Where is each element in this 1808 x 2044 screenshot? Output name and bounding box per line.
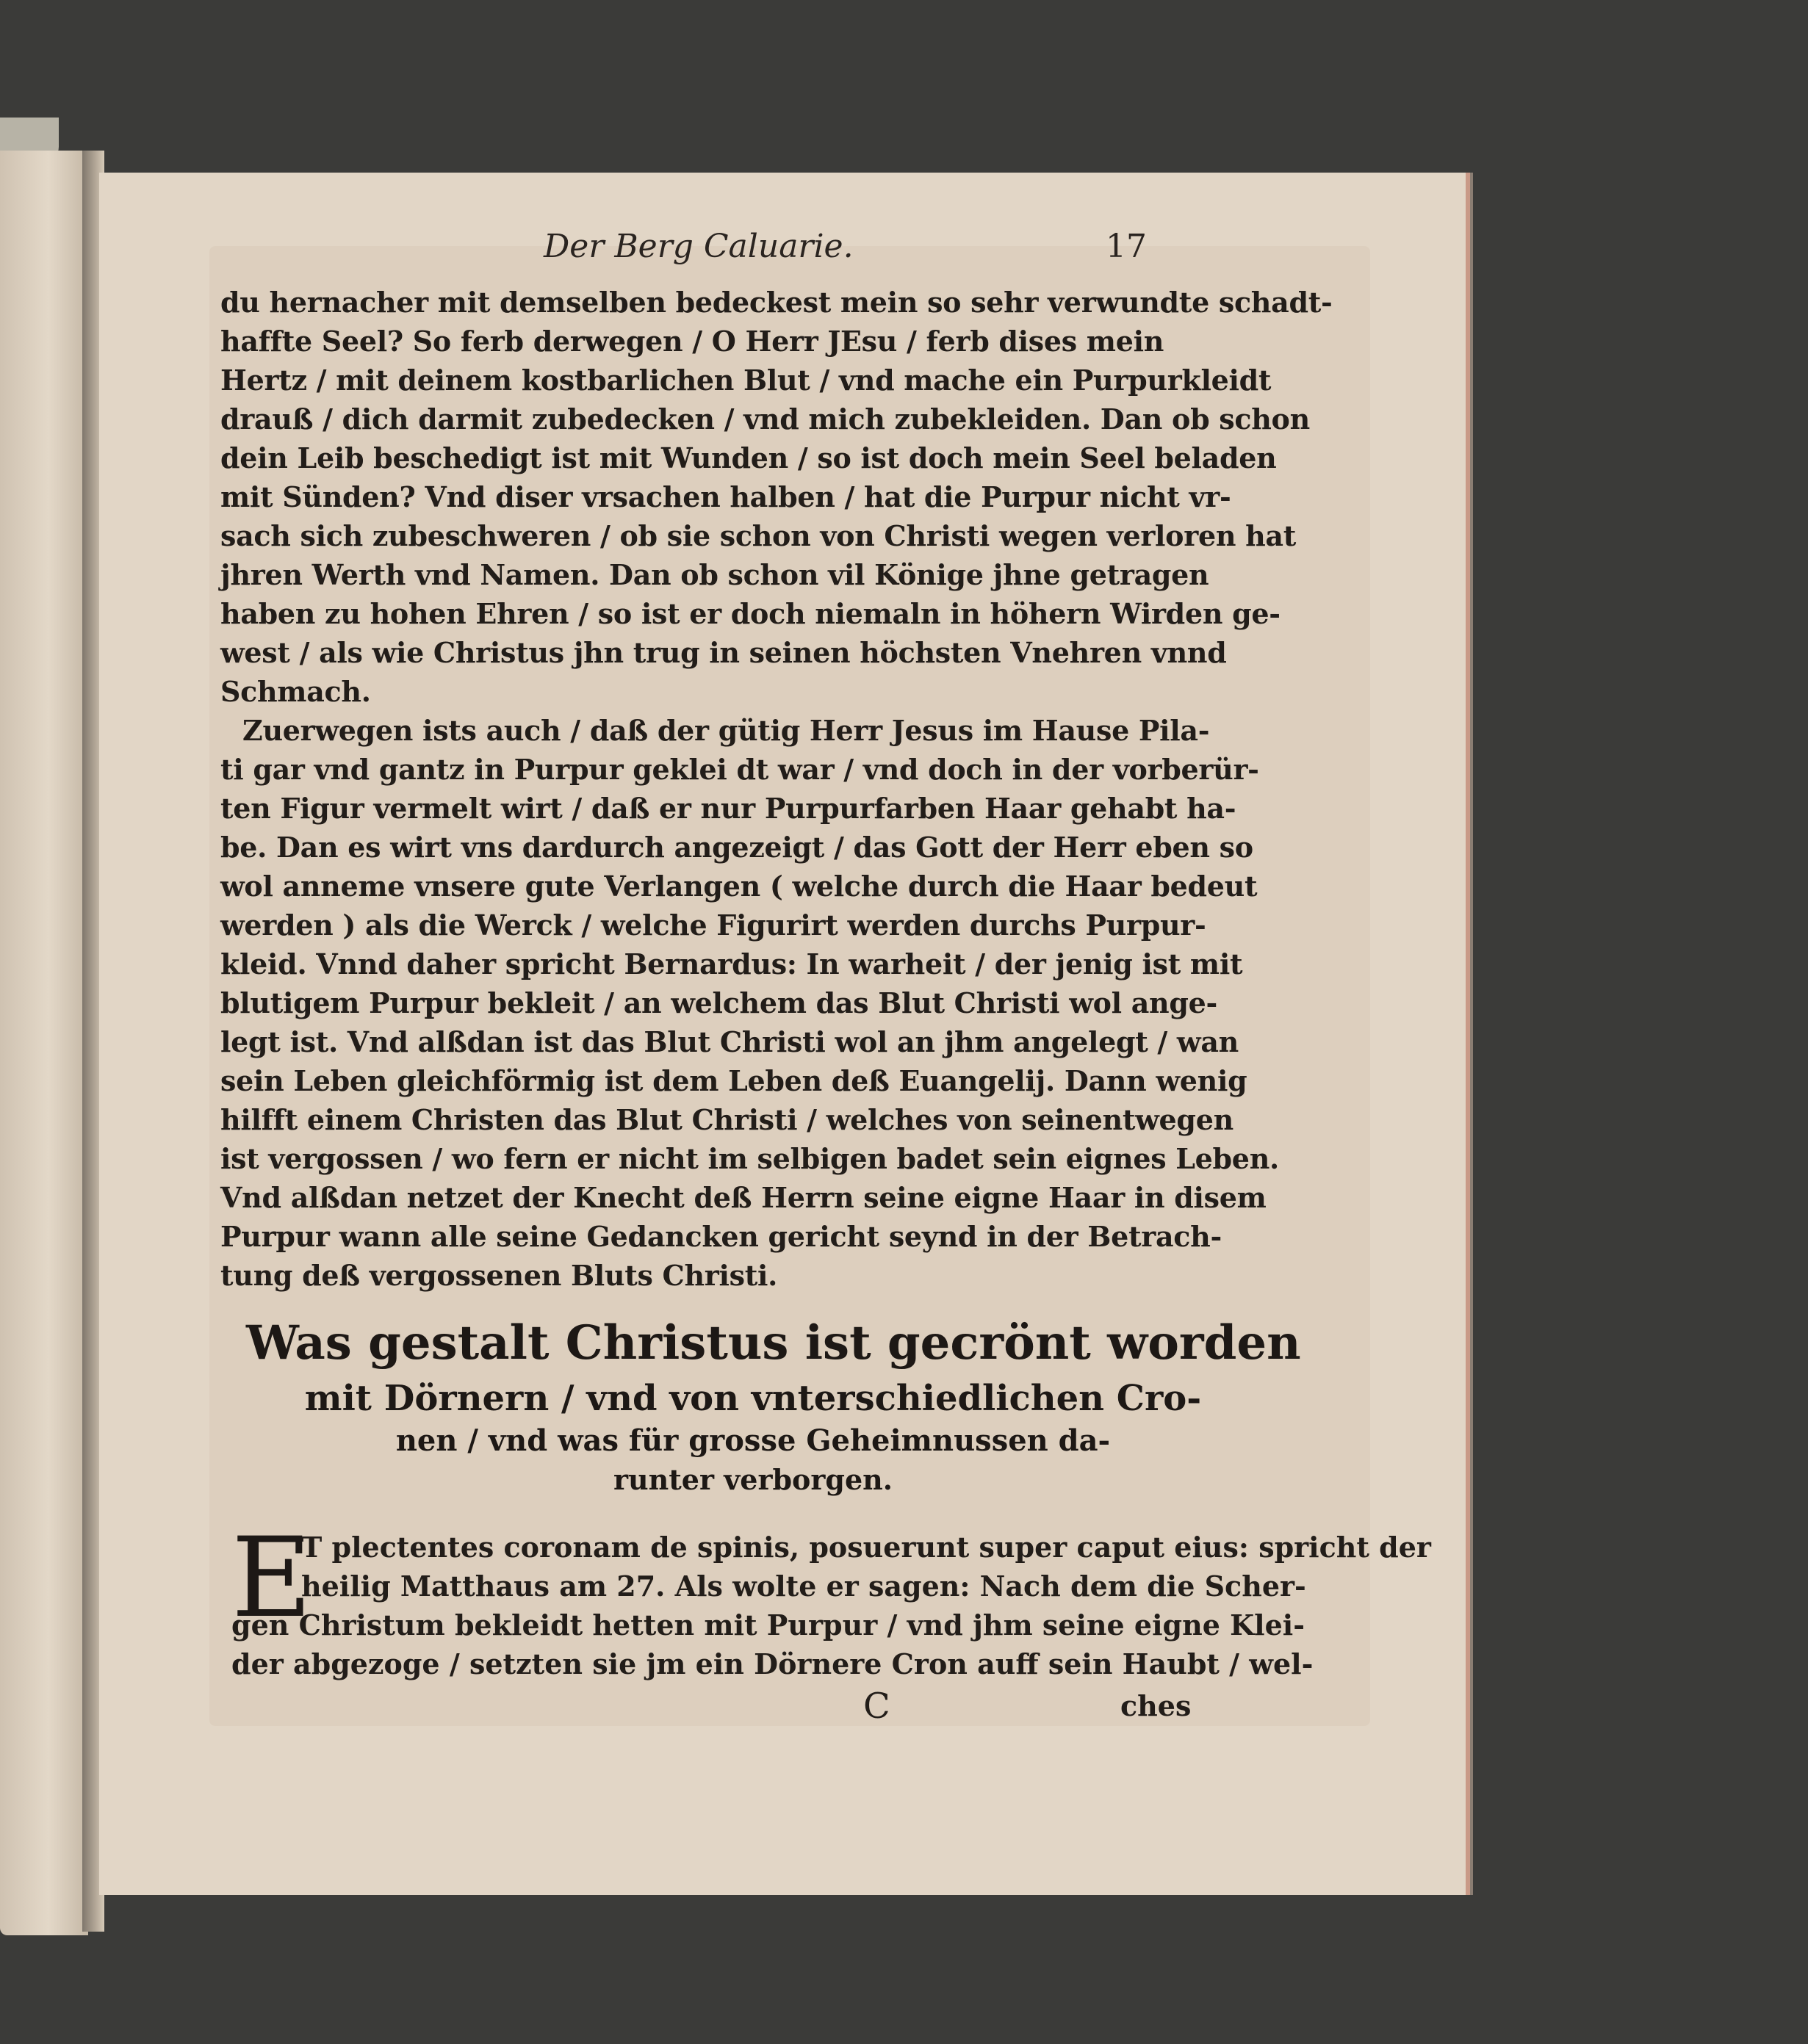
text-line: jhren Werth vnd Namen. Dan ob schon vil Könige jhne getragen (220, 558, 1209, 591)
text-line: dein Leib beschedigt ist mit Wunden / so ist doch mein Seel beladen (220, 441, 1277, 474)
text-line: sein Leben gleichförmig ist dem Leben deß Euangelij. Dann wenig (220, 1064, 1247, 1097)
body-text (220, 283, 1333, 1295)
text-line: ti gar vnd gantz in Purpur geklei dt war / vnd doch in der vorberür- (220, 753, 1259, 786)
text-line: wol anneme vnsere gute Verlangen ( welche durch die Haar bedeut (220, 870, 1258, 903)
text-line: gen Christum bekleidt hetten mit Purpur / vnd jhm seine eigne Klei- (231, 1608, 1305, 1642)
text-line: be. Dan es wirt vns dardurch angezeigt / das Gott der Herr eben so (220, 831, 1253, 864)
text-line: hilfft einem Christen das Blut Christi / welches von seinentwegen (220, 1103, 1233, 1136)
text-line: Zuerwegen ists auch / daß der gütig Herr Jesus im Hause Pila- (242, 714, 1210, 747)
heading-line: Was gestalt Christus ist gecrönt worden (246, 1315, 1301, 1371)
text-line: blutigem Purpur bekleit / an welchem das Blut Christi wol ange- (220, 986, 1217, 1019)
page-number: 17 (1106, 228, 1147, 265)
running-head-title: Der Berg Caluarie. (544, 228, 854, 265)
catchword: ches (1120, 1689, 1192, 1722)
text-line: werden ) als die Werck / welche Figurirt werden durchs Purpur- (220, 909, 1206, 942)
text-line: sach sich zubeschweren / ob sie schon von Christi wegen verloren hat (220, 519, 1296, 552)
text-line: haffte Seel? So ferb derwegen / O Herr JEsu / ferb dises mein (220, 325, 1164, 358)
text-line: kleid. Vnnd daher spricht Bernardus: In warheit / der jenig ist mit (220, 947, 1243, 981)
text-line: Purpur wann alle seine Gedancken gericht seynd in der Betrach- (220, 1220, 1222, 1253)
text-line: Schmach. (220, 675, 371, 708)
text-line: heilig Matthaus am 27. Als wolte er sagen: Nach dem die Scher- (301, 1570, 1306, 1603)
text-line: drauß / dich darmit zubedecken / vnd mich zubekleiden. Dan ob schon (220, 402, 1310, 436)
text-line: tung deß vergossenen Bluts Christi. (220, 1259, 778, 1292)
text-line: mit Sünden? Vnd diser vrsachen halben / hat die Purpur nicht vr- (220, 480, 1231, 513)
text-line: west / als wie Christus jhn trug in seinen höchsten Vnehren vnnd (220, 636, 1227, 669)
signature-mark: C (863, 1686, 890, 1727)
heading-line: runter verborgen. (613, 1463, 893, 1496)
text-line: du hernacher mit demselben bedeckest mein so sehr verwundte schadt- (220, 286, 1333, 319)
text-line: ten Figur vermelt wirt / daß er nur Purpurfarben Haar gehabt ha- (220, 792, 1236, 825)
chapter-text (231, 1514, 1431, 1683)
book-page (99, 173, 1466, 1895)
heading-line: nen / vnd was für grosse Geheimnussen da- (395, 1423, 1111, 1458)
text-line: T plectentes coronam de spinis, posuerunt super caput eius: spricht der (301, 1531, 1431, 1564)
text-line: haben zu hohen Ehren / so ist er doch niemaln in höhern Wirden ge- (220, 597, 1281, 630)
text-line: ist vergossen / wo fern er nicht im selbigen badet sein eignes Leben. (220, 1142, 1279, 1175)
chapter-heading (246, 1311, 1301, 1499)
drop-capital: E (231, 1514, 312, 1642)
text-line: Hertz / mit deinem kostbarlichen Blut / vnd mache ein Purpurkleidt (220, 364, 1272, 397)
text-line: legt ist. Vnd alßdan ist das Blut Christi wol an jhm angelegt / wan (220, 1025, 1239, 1058)
heading-line: mit Dörnern / vnd von vnterschiedlichen Cro- (304, 1378, 1202, 1419)
facing-page (0, 151, 88, 1935)
text-line: der abgezoge / setzten sie jm ein Dörnere Cron auff sein Haubt / wel- (231, 1647, 1314, 1680)
text-line: Vnd alßdan netzet der Knecht deß Herrn seine eigne Haar in disem (220, 1181, 1267, 1214)
running-head (99, 228, 1466, 272)
